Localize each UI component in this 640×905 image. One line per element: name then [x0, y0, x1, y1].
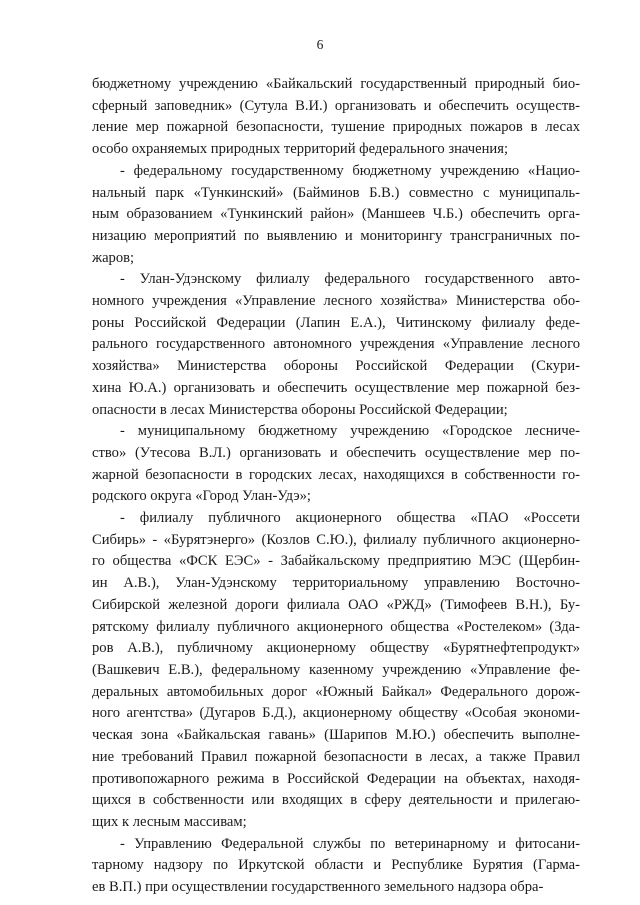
paragraph — [92, 269, 580, 421]
paragraph — [92, 508, 580, 834]
text-line: Сибирской железной дороги филиала ОАО «РЖД» (Тимофеев В.Н.), Бу- — [92, 596, 580, 613]
text-line: щихся в собственности или входящих в сферу деятельности и прилегаю- — [92, 792, 580, 809]
text-line: рятскому филиалу публичного акционерного общества «Ростелеком» (Зда- — [92, 618, 580, 635]
document-body — [92, 74, 580, 899]
text-line: - Управлению Федеральной службы по ветеринарному и фитосани- — [120, 835, 580, 852]
text-line: (Вашкевич Е.В.), федеральному казенному учреждению «Управление фе- — [92, 661, 580, 678]
text-line: жарной безопасности в городских лесах, находящихся в собственности го- — [92, 466, 580, 483]
paragraph — [92, 161, 580, 270]
page-number: 6 — [316, 37, 324, 52]
text-line: рального государственного автономного учреждения «Управление лесного — [92, 336, 580, 353]
text-line: - филиалу публичного акционерного общества «ПАО «Россети — [120, 510, 580, 527]
text-line: го общества «ФСК ЕЭС» - Забайкальскому предприятию МЭС (Щербин- — [92, 553, 580, 570]
text-line: - муниципальному бюджетному учреждению «Городское лесниче- — [120, 423, 580, 440]
text-line: бюджетному учреждению «Байкальский государственный природный био- — [92, 76, 580, 92]
text-line: опасности в лесах Министерства обороны Российской Федерации; — [92, 401, 508, 418]
text-line: ным образованием «Тункинский район» (Маншеев Ч.Б.) обеспечить орга- — [92, 206, 580, 223]
paragraph — [92, 421, 580, 508]
text-line: низацию мероприятий по выявлению и мониторингу трансграничных по- — [92, 227, 580, 244]
text-line: ев В.П.) при осуществлении государственного земельного надзора обра- — [92, 879, 544, 896]
text-line: ление мер пожарной безопасности, тушение природных пожаров в лесах — [92, 119, 580, 136]
text-line: особо охраняемых природных территорий федерального значения; — [92, 141, 509, 158]
text-line: ческая зона «Байкальская гавань» (Шарипов М.Ю.) обеспечить выполне- — [92, 727, 580, 744]
text-line: - федеральному государственному бюджетному учреждению «Нацио- — [120, 162, 580, 179]
text-line: нальный парк «Тункинский» (Байминов Б.В.) совместно с муниципаль- — [92, 184, 580, 201]
text-line: - Улан-Удэнскому филиалу федерального государственного авто- — [120, 271, 580, 288]
text-line: Сибирь» - «Бурятэнерго» (Козлов С.Ю.), филиалу публичного акционерно- — [92, 531, 580, 548]
paragraph — [92, 74, 580, 161]
text-line: деральных автомобильных дорог «Южный Байкал» Федерального дорож- — [92, 683, 580, 700]
text-line: ство» (Утесова В.Л.) организовать и обеспечить осуществление мер по- — [92, 444, 580, 461]
text-line: противопожарного режима в Российской Федерации на объектах, находя- — [92, 770, 580, 787]
paragraph — [92, 834, 580, 899]
text-line: роны Российской Федерации (Лапин Е.А.), Читинскому филиалу феде- — [92, 314, 580, 331]
text-line: родского округа «Город Улан-Удэ»; — [92, 488, 311, 505]
text-line: ного агентства» (Дугаров Б.Д.), акционерному обществу «Особая экономи- — [92, 705, 580, 722]
text-line: ние требований Правил пожарной безопасности в лесах, а также Правил — [92, 748, 580, 765]
text-line: хина Ю.А.) организовать и обеспечить осуществление мер пожарной без- — [92, 379, 580, 396]
text-line: сферный заповедник» (Сутула В.И.) организовать и обеспечить осуществ- — [92, 97, 580, 114]
text-line: номного учреждения «Управление лесного хозяйства» Министерства обо- — [92, 293, 580, 310]
text-line: ин А.В.), Улан-Удэнскому территориальному управлению Восточно- — [92, 575, 580, 592]
text-line: ров А.В.), публичному акционерному обществу «Бурятнефтепродукт» — [92, 640, 580, 657]
text-line: жаров; — [92, 249, 135, 266]
text-line: хозяйства» Министерства обороны Российской Федерации (Скури- — [92, 358, 580, 375]
text-line: щих к лесным массивам; — [92, 813, 247, 830]
text-line: тарному надзору по Иркутской области и Республике Бурятия (Гарма- — [92, 857, 580, 874]
